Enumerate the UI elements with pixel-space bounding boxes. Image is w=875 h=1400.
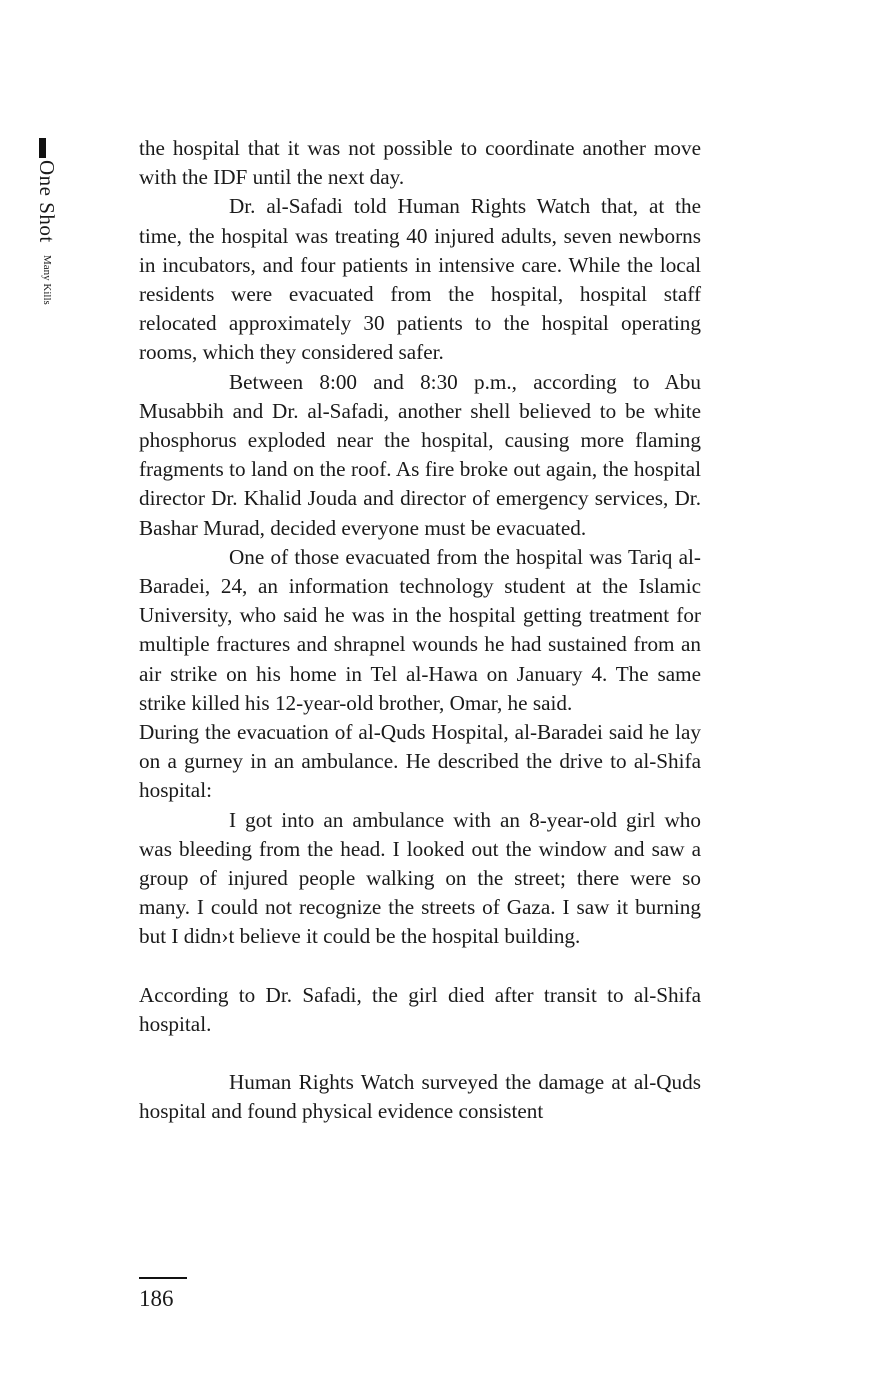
paragraph: the hospital that it was not possible to coordinate another move with the IDF until the next day. <box>139 136 701 190</box>
paragraph: Human Rights Watch surveyed the damage at al-Quds hospital and found physical evidence consistent <box>139 1070 701 1124</box>
running-head-subtitle: Many Kills <box>41 254 53 305</box>
footer-rule <box>139 1277 187 1279</box>
running-head <box>36 138 66 348</box>
running-head-marker <box>39 138 46 158</box>
paragraph: According to Dr. Safadi, the girl died after transit to al-Shifa hospital. <box>139 982 701 1036</box>
paragraph: One of those evacuated from the hospital was Tariq al-Baradei, 24, an information technology student at the Islamic University, who said he was in the hospital getting treatment for multiple fractures and shrapnel wounds he had sustained from an air strike on his home in Tel al-Hawa on January 4. The same strike killed his 12-year-old brother, Omar, he said. <box>139 544 701 715</box>
running-head-title: One Shot <box>35 160 59 243</box>
paragraph: During the evacuation of al-Quds Hospital, al-Baradei said he lay on a gurney in an ambulance. He described the drive to al-Shifa hospital: <box>139 720 701 803</box>
page-number: 186 <box>139 1286 174 1311</box>
block-quote: I got into an ambulance with an 8-year-old girl who was bleeding from the head. I looked out the window and saw a group of injured people walking on the street; there were so many. I could not recognize the streets of Gaza. I saw it burning but I didn›t believe it could be the hospital building. <box>139 807 701 949</box>
paragraph: Dr. al-Safadi told Human Rights Watch that, at the time, the hospital was treating 40 injured adults, seven newborns in incubators, and four patients in intensive care. While the local residents were evacuated from the hospital, hospital staff relocated approximately 30 patients to the hospital operating rooms, which they considered safer. <box>139 194 701 365</box>
running-head-text <box>36 160 57 305</box>
paragraph: Between 8:00 and 8:30 p.m., according to Abu Musabbih and Dr. al-Safadi, another shell believed to be white phosphorus exploded near the hospital, causing more flaming fragments to land on the roof. As fire broke out again, the hospital director Dr. Khalid Jouda and director of emergency services, Dr. Bashar Murad, decided everyone must be evacuated. <box>139 369 701 540</box>
page-body <box>139 134 701 1127</box>
